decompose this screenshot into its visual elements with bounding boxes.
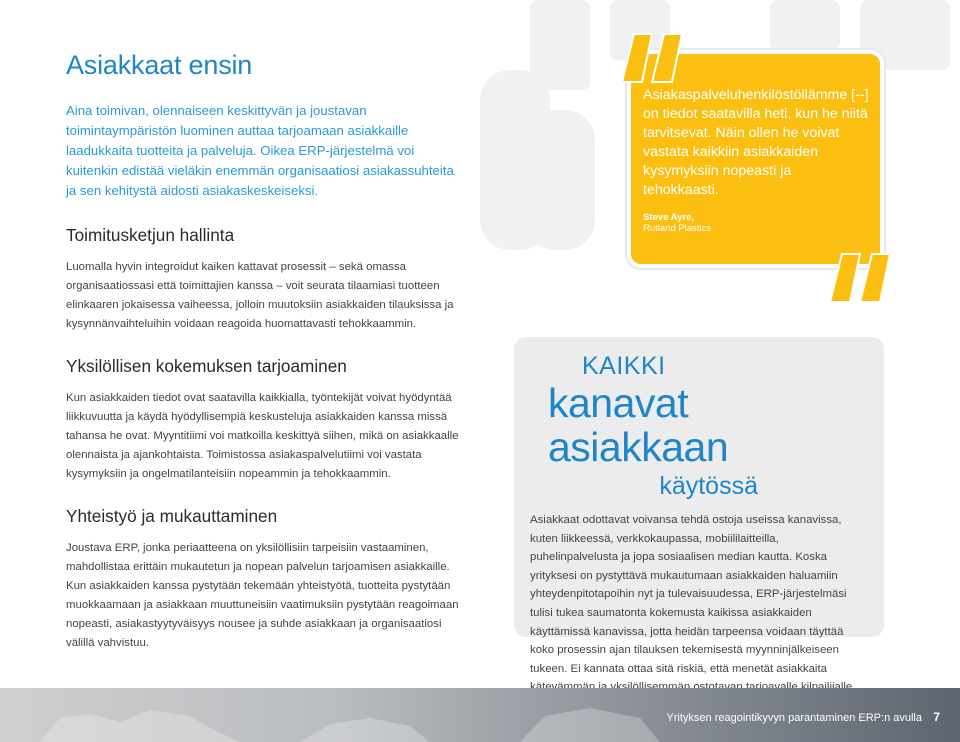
all-channels-card <box>514 337 884 675</box>
section-collaboration <box>66 506 466 653</box>
section-heading: Yksilöllisen kokemuksen tarjoaminen <box>66 356 347 376</box>
footer-title: Yrityksen reagointikyvyn parantaminen ERP:n avulla <box>666 712 922 724</box>
open-quote-icon <box>620 32 684 84</box>
close-quote-icon <box>828 252 892 304</box>
page-title: Asiakkaat ensin <box>66 50 253 80</box>
section-body: Luomalla hyvin integroidut kaiken kattavat prosessit – sekä omassa organisaatiossasi että toimittajien kanssa – voit seurata tilaamiasi tuotteen elinkaaren jokaisessa vaiheessa, jolloin muutoksiin asiakkaiden tilauksissa ja kysynnänvaihteluihin voidaan reagoida huomattavasti tehokkaammin. <box>66 261 454 330</box>
channels-heading-line3: käytössä <box>659 472 758 500</box>
page-footer <box>0 688 960 742</box>
intro-text: Aina toimivan, olennaiseen keskittyvän ja joustavan toimintaympäristön luominen auttaa tarjoamaan asiakkaille laadukkaita tuotteita ja palveluja. Oikea ERP-järjestelmä voi kuitenkin edistää vieläkin enemmän organisaatiosi asiakassuhteita ja sen kehitystä aidosti asiakaskeskeiseksi. <box>66 103 454 198</box>
section-supply-chain <box>66 225 466 334</box>
quote-company: Rutland Plastics <box>643 223 712 234</box>
section-heading: Yhteistyö ja mukauttaminen <box>66 506 278 526</box>
section-heading: Toimitusketjun hallinta <box>66 225 235 245</box>
quote-author: Steve Ayre, <box>643 212 695 223</box>
section-body: Kun asiakkaiden tiedot ovat saatavilla kaikkialla, työntekijät voivat hyödyntää liikkuvuutta ja käydä hyödyllisempiä keskusteluja asiakkaiden kanssa missä tahansa he ovat. Myyntitiimi voi matkoilla keskittyä siihen, mikä on asiakkaalle olennaista ja ajankohtaista. Toimistossa asiakaspalvelutiimi voi vastata kysymyksiin ja ongelmatilanteisiin nopeammin ja tehokkaammin. <box>66 392 459 480</box>
quote-text: Asiakaspalveluhenkilöstöllämme [--] on tiedot saatavilla heti, kun he niitä tarvitsevat. Näin ollen he voivat vastata kaikkiin asiakkaiden kysymyksiin nopeasti ja tehokkaasti. <box>643 87 869 198</box>
channels-body: Asiakkaat odottavat voivansa tehdä ostoja useissa kanavissa, kuten liikkeessä, verkkokaupassa, mobiililaitteilla, puhelinpalvelusta ja jopa sosiaalisen median kautta. Koska yrityksesi on pystyttävä mukautumaan asiakkaiden haluamiin yhteydenpitotapoihin nyt ja tulevaisuudessa, ERP-järjestelmäsi tulisi tukea saumatonta kokemusta kaikissa asiakkaiden käyttämissä kanavissa, jotta heidän tarpeensa voidaan täyttää koko prosessin ajan tilauksen tekemisestä myynninjälkeiseen tukeen. Ei kannata ottaa sitä riskiä, että menetät asiakkaita <box>530 514 847 675</box>
page-number: 7 <box>933 710 940 724</box>
channels-heading-line2: kanavat asiakkaan <box>548 380 729 470</box>
section-body: Joustava ERP, jonka periaatteena on yksilöllisiin tarpeisiin vastaaminen, mahdollistaa erittäin mukautetun ja nopean palvelun tarjoamisen asiakkaille. Kun asiakkaiden kanssa pystytään tekemään yhteistyötä, tuotteita pystytään muokkaamaan ja asiakkaan muuttuneisiin vaatimuksiin pystytään reagoimaan nopeasti, asiakastyytyväisyys nousee ja suhde asiakkaan ja organisaatiosi välillä vahvistuu. <box>66 542 459 649</box>
section-personal-experience <box>66 356 466 484</box>
channels-heading-line1: KAIKKI <box>582 352 666 380</box>
main-column <box>66 50 466 675</box>
